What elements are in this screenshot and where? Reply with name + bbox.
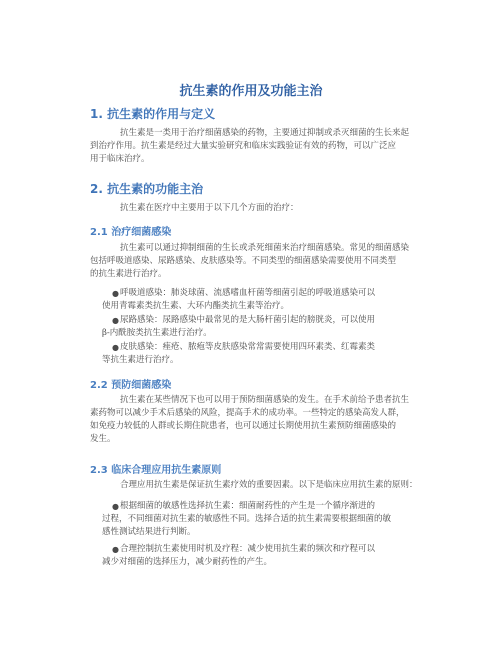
bullet-icon: ● [112,545,119,554]
list-item [90,543,435,569]
bullet-icon: ● [112,343,119,352]
subsection-2-1-heading: 2.1 治疗细菌感染 [90,227,172,238]
subsection-2-1-paragraph [90,242,430,281]
section-1-heading: 1. 抗生素的作用与定义 [90,107,216,121]
subsection-2-2-heading: 2.2 预防细菌感染 [90,380,172,391]
subsection-2-3-intro [90,479,430,492]
section-1-paragraph [90,127,430,166]
text-line: 感性测试结果进行判断。 [102,527,196,537]
text-line: 包括呼吸道感染、尿路感染、皮肤感染等。不同类型的细菌感染需要使用不同类型 [90,256,397,266]
text-line: 如免疫力较低的人群或长期住院患者，也可以通过长期使用抗生素预防细菌感染的 [90,421,397,431]
text-line: 用于临床治疗。 [90,154,150,164]
text-line: 减少对细菌的选择压力，减少耐药性的产生。 [102,557,273,567]
text-line: 合理控制抗生素使用时机及疗程：减少使用抗生素的频次和疗程可以 [120,544,376,554]
text-line: 发生。 [90,434,116,444]
text-line: 到治疗作用。抗生素是经过大量实验研究和临床实践验证有效的药物，可以广泛应 [90,141,397,151]
text-line: 抗生素在某些情况下也可以用于预防细菌感染的发生。在手术前给予患者抗生 [120,395,410,405]
text-line: 尿路感染：尿路感染中最常见的是大肠杆菌引起的膀胱炎，可以使用 [120,315,376,325]
text-line: 呼吸道感染：肺炎球菌、流感嗜血杆菌等细菌引起的呼吸道感染可以 [120,288,376,298]
text-line: 等抗生素进行治疗。 [102,355,179,365]
document-title: 抗生素的作用及功能主治 [179,84,323,99]
section-2-intro [90,202,430,215]
text-line: 根据细菌的敏感性选择抗生素：细菌耐药性的产生是一个循序渐进的 [120,501,376,511]
text-line: 的抗生素进行治疗。 [90,269,167,279]
text-line: 合理应用抗生素是保证抗生素疗效的重要因素。以下是临床应用抗生素的原则： [120,480,418,490]
list-item [90,314,435,340]
text-line: 使用青霉素类抗生素、大环内酯类抗生素等治疗。 [102,301,290,311]
list-item [90,341,435,367]
bullet-icon: ● [112,289,119,298]
text-line: β-内酰胺类抗生素进行治疗。 [102,328,212,338]
bullet-icon: ● [112,316,119,325]
subsection-2-2-paragraph [90,394,430,446]
bullet-icon: ● [112,502,119,511]
section-2-heading: 2. 抗生素的功能主治 [90,182,204,196]
text-line: 抗生素可以通过抑制细菌的生长或杀死细菌来治疗细菌感染。常见的细菌感染 [120,243,410,253]
list-item [90,500,435,539]
text-line: 抗生素是一类用于治疗细菌感染的药物，主要通过抑制或杀灭细菌的生长来起 [120,128,410,138]
text-line: 素药物可以减少手术后感染的风险，提高手术的成功率。一些特定的感染高发人群， [90,408,405,418]
list-item [90,287,435,313]
text-line: 过程，不同细菌对抗生素的敏感性不同。选择合适的抗生素需要根据细菌的敏 [102,514,392,524]
subsection-2-3-heading: 2.3 临床合理应用抗生素原则 [90,465,222,476]
text-line: 皮肤感染：痤疮、脓疱等皮肤感染常常需要使用四环素类、红霉素类 [120,342,376,352]
text-line: 抗生素在医疗中主要用于以下几个方面的治疗： [120,203,299,213]
